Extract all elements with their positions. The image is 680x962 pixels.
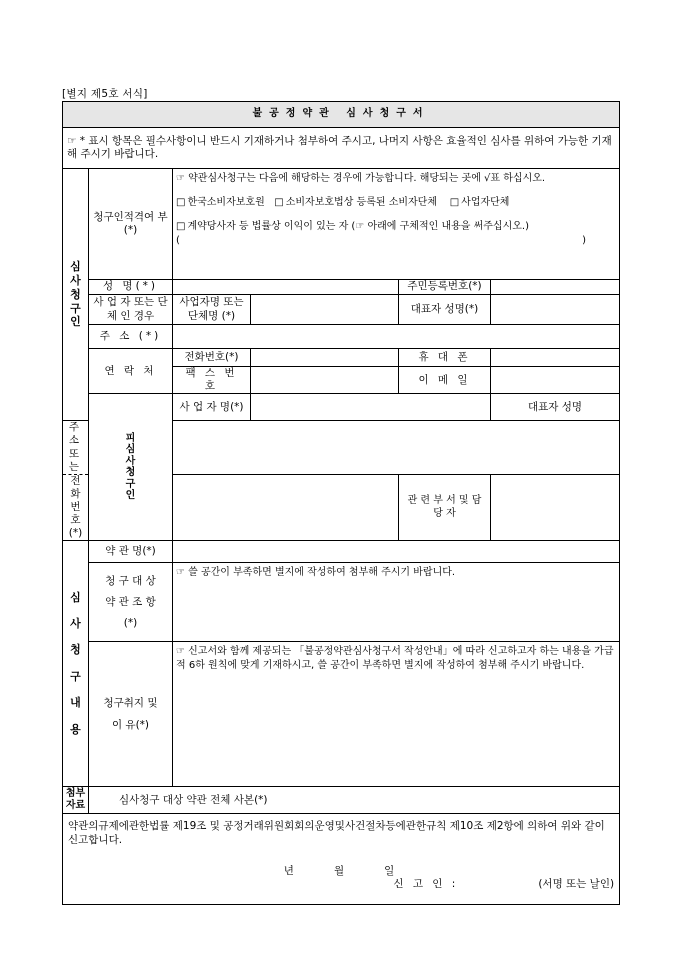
mobile-field[interactable] xyxy=(491,349,620,367)
business-name-label: 사업자명 또는 단체명 (*) xyxy=(173,295,251,325)
option-consumer-agency[interactable]: □ 한국소비자보호원 xyxy=(176,197,265,208)
respondent-rep-label: 대표자 성명 xyxy=(491,394,620,421)
rrn-field[interactable] xyxy=(491,280,620,295)
content-section-label: 심 사 청 구 내 용 xyxy=(63,541,89,787)
form-notice: ☞ * 표시 항목은 필수사항이니 반드시 기재하거나 첨부하여 주시고, 나머지 사항은 효율적인 심사를 위하여 가능한 기재해 주시기 바랍니다. xyxy=(63,128,620,169)
checkbox-icon[interactable]: □ xyxy=(176,197,186,208)
day-label: 일 xyxy=(384,864,399,877)
name-field[interactable] xyxy=(173,280,399,295)
eligibility-note: ☞ 약관심사청구는 다음에 해당하는 경우에 가능합니다. 해당되는 곳에 √표 하십시오. xyxy=(176,173,546,184)
interested-party-detail[interactable]: ( ) xyxy=(176,235,587,246)
email-label: 이 메 일 xyxy=(399,367,491,394)
phone-field[interactable] xyxy=(251,349,399,367)
option-interested-party[interactable]: □ 계약당사자 등 법률상 이익이 있는 자 (☞ 아래에 구체적인 내용을 써주십시오.) xyxy=(176,221,529,232)
month-label: 월 xyxy=(333,864,349,877)
business-case-label: 사 업 자 또는 단 체 인 경우 xyxy=(89,295,173,325)
respondent-phone-field[interactable] xyxy=(173,474,399,541)
form-table xyxy=(62,101,620,905)
option-business-group[interactable]: □ 사업자단체 xyxy=(449,197,510,208)
reason-field[interactable] xyxy=(173,642,620,787)
address-label: 주 소 (*) xyxy=(89,325,173,349)
terms-name-field[interactable] xyxy=(173,541,620,563)
checkbox-icon[interactable]: □ xyxy=(274,197,284,208)
representative-field[interactable] xyxy=(491,295,620,325)
target-clause-field[interactable] xyxy=(173,563,620,642)
name-label: 성 명(*) xyxy=(89,280,173,295)
reason-note: ☞ 신고서와 함께 제공되는 「불공정약관심사청구서 작성안내」에 따라 신고하고자 하는 내용을 가급적 6하 원칙에 맞게 기재하시고, 쓸 공간이 부족하면 별지에 작성하여 첨부해 주시기 바랍니다. xyxy=(176,646,614,672)
signature-row[interactable] xyxy=(68,878,614,891)
fax-label: 팩 스 번 호 xyxy=(173,367,251,394)
signer-label: 신 고 인 : xyxy=(393,877,459,890)
phone-label: 전화번호(*) xyxy=(173,349,251,367)
target-clause-label: 청 구 대 상 약 관 조 항 (*) xyxy=(89,563,173,642)
clause-note: ☞ 쓸 공간이 부족하면 별지에 작성하여 첨부해 주시기 바랍니다. xyxy=(176,567,456,579)
attachment-section-label: 첨부 자료 xyxy=(63,787,89,814)
form-title: 불공정약관 심사청구서 xyxy=(63,102,620,128)
respondent-address-field[interactable] xyxy=(173,421,620,475)
year-label: 년 xyxy=(283,864,298,877)
respondent-dept-field[interactable] xyxy=(491,474,620,541)
terms-name-label: 약 관 명(*) xyxy=(89,541,173,563)
contact-label: 연 락 처 xyxy=(89,349,173,394)
complaint-form xyxy=(62,101,619,905)
attachment-text: 심사청구 대상 약관 전체 사본(*) xyxy=(89,787,620,814)
respondent-business-label: 사 업 자 명(*) xyxy=(173,394,251,421)
representative-label: 대표자 성명(*) xyxy=(399,295,491,325)
email-field[interactable] xyxy=(491,367,620,394)
respondent-dept-label: 관 련 부 서 및 담 당 자 xyxy=(399,474,491,541)
declaration-text: 약관의규제에관한법률 제19조 및 공정거래위원회회의운영및사건절차등에관한규칙 제10조 제2항에 의하여 위와 같이 신고합니다. xyxy=(68,820,605,846)
signature-hint: (서명 또는 날인) xyxy=(538,877,615,890)
respondent-phone-label: 전화번호(*) xyxy=(63,474,89,541)
business-name-field[interactable] xyxy=(251,295,399,325)
option-consumer-group[interactable]: □ 소비자보호법상 등록된 소비자단체 xyxy=(274,197,437,208)
date-row[interactable] xyxy=(68,865,614,878)
address-field[interactable] xyxy=(173,325,620,349)
eligibility-label: 청구인적격여 부(*) xyxy=(89,169,173,280)
checkbox-icon[interactable]: □ xyxy=(449,197,460,208)
reason-label: 청구취지 및 이 유(*) xyxy=(89,642,173,787)
form-reference: [별지 제5호 서식] xyxy=(62,88,148,100)
rrn-label: 주민등록번호(*) xyxy=(399,280,491,295)
fax-field[interactable] xyxy=(251,367,399,394)
declaration xyxy=(63,814,620,905)
respondent-business-field[interactable] xyxy=(251,394,491,421)
claimant-section-label: 심 사 청 구 인 xyxy=(63,169,89,421)
respondent-section-label: 피 심 사 청 구 인 xyxy=(89,394,173,541)
checkbox-icon[interactable]: □ xyxy=(176,221,186,232)
eligibility-options xyxy=(173,169,620,280)
respondent-address-label: 주 소 또는 xyxy=(63,421,89,475)
mobile-label: 휴 대 폰 xyxy=(399,349,491,367)
